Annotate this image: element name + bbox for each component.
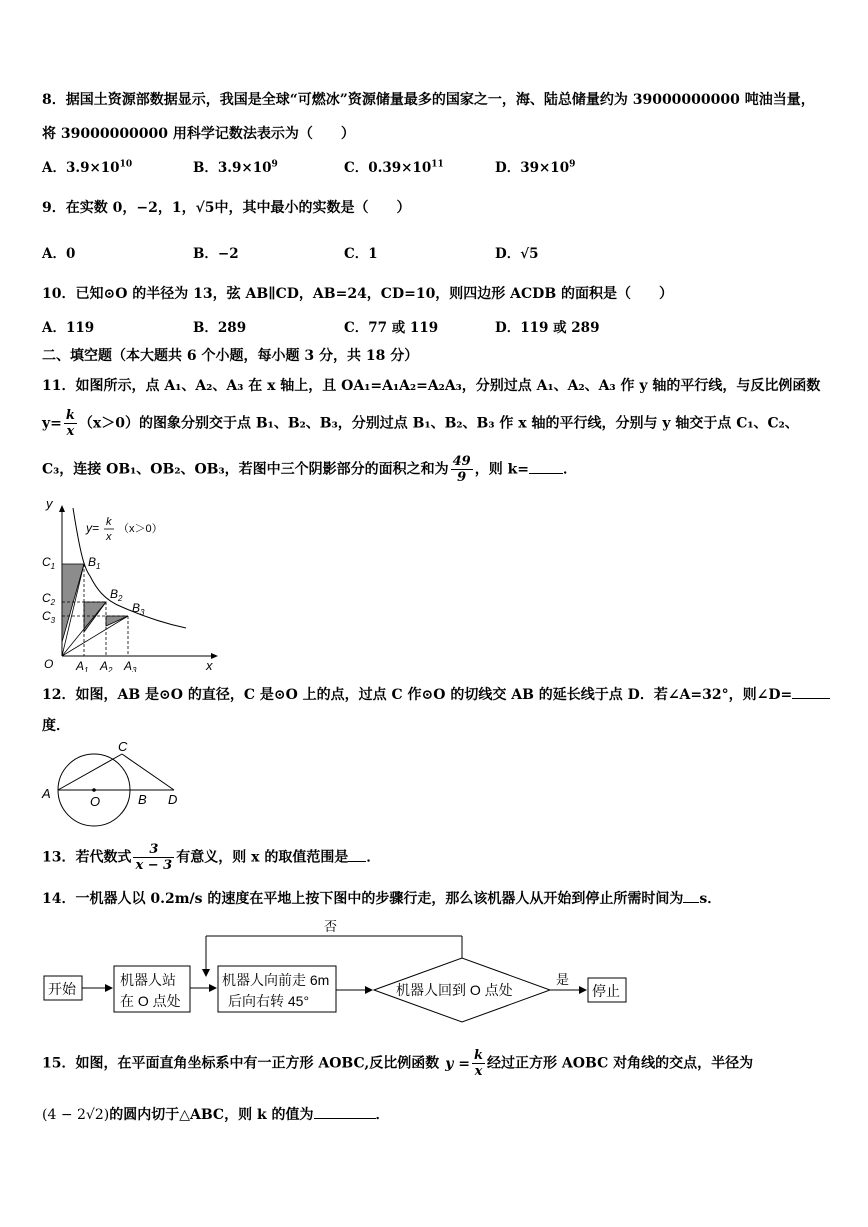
origin-label: O: [44, 657, 54, 671]
q10-option-a: A．119: [42, 320, 95, 336]
label-b1: $B_1$: [88, 555, 101, 571]
label-a1: $A_1$: [76, 659, 89, 672]
q13-line: 13．若代数式 $\frac{3}{x - 3}$ 有意义，则 x 的取值范围是 ．: [42, 842, 381, 873]
label-b3: $B_3$: [132, 601, 145, 617]
function-label-post: （x＞0）: [118, 523, 163, 535]
flow-start: 开始: [48, 981, 76, 997]
label-o: O: [90, 794, 101, 809]
flow-no-label: 否: [324, 919, 338, 934]
q10-line: 10．已知⊙O 的半径为 13，弦 AB∥CD，AB=24，CD=10，则四边形 ACDB 的面积是（ ）: [42, 286, 674, 302]
q8-option-b: B．$3.9\times 10^9$: [193, 159, 278, 176]
label-c: C: [118, 739, 128, 754]
q11-figure: [38, 492, 228, 672]
section-heading: 二、填空题（本大题共 6 个小题，每小题 3 分，共 18 分）: [42, 348, 419, 364]
q13-answer-blank: [348, 847, 366, 862]
q8-line1: 8．据国土资源部数据显示，我国是全球“可燃冰”资源储量最多的国家之一，海、陆总储量约为 39000000000 吨油当量，: [42, 92, 815, 108]
y-axis-label: y: [46, 496, 53, 511]
q11-line3: C₃，连接 OB₁、OB₂、OB₃，若图中三个阴影部分的面积之和为 $\frac{49}{9}$ ，则 k= ．: [42, 454, 578, 485]
flow-decision: 机器人回到 O 点处: [396, 982, 513, 998]
q15-line1: 15．如图，在平面直角坐标系中有一正方形 AOBC,反比例函数 y = $\frac{k}{x}$ 经过正方形 AOBC 对角线的交点，半径为: [42, 1048, 754, 1079]
label-b: B: [138, 792, 147, 807]
q9-option-b: B．−2: [193, 246, 239, 262]
q8-line2: 将 39000000000 用科学记数法表示为（ ）: [42, 126, 355, 142]
label-d: D: [168, 792, 178, 807]
flow-station-line2: 在 O 点处: [120, 993, 181, 1009]
q9-option-d: D．√5: [495, 246, 539, 262]
q9-option-a: A．0: [42, 246, 76, 262]
label-b2: $B_2$: [110, 587, 123, 603]
q9-option-c: C．1: [344, 246, 378, 262]
flow-move-line1: 机器人向前走 6m: [222, 972, 330, 988]
q12-figure: [38, 738, 188, 838]
label-c2: $C_2$: [42, 591, 56, 607]
q15-answer-blank: [314, 1104, 376, 1119]
q10-option-b: B．289: [193, 320, 247, 336]
flow-stop: 停止: [592, 983, 620, 999]
q11-line2: y= $\frac{k}{x}$ （x＞0）的图象分别交于点 B₁、B₂、B₃，分别过点 B₁、B₂、B₃ 作 x 轴的平行线，分别与 y 轴交于点 C₁、C₂、: [42, 408, 799, 439]
q12-line1: 12．如图，AB 是⊙O 的直径，C 是⊙O 上的点，过点 C 作⊙O 的切线交 AB 的延长线于点 D．若∠A=32°，则∠D=: [42, 684, 830, 705]
flow-station-line1: 机器人站: [120, 972, 176, 988]
q9-line: 9．在实数 0，−2，1，√5中，其中最小的实数是（ ）: [42, 200, 411, 216]
label-a3: $A_3$: [124, 659, 137, 672]
q8-option-d: D．$39\times 10^9$: [495, 159, 576, 176]
q14-flowchart: [38, 914, 638, 1026]
q8-option-a: A．$3.9\times 10^{10}$: [42, 159, 133, 176]
q8-option-c: C．$0.39\times 10^{11}$: [344, 159, 444, 176]
q14-answer-blank: [683, 888, 699, 903]
function-label-pre: y=: [86, 521, 100, 535]
label-a: A: [42, 786, 51, 801]
label-c1: $C_1$: [42, 555, 56, 571]
q15-line2: (4 − 2√2)的圆内切于△ABC，则 k 的值为 ．: [42, 1104, 390, 1125]
q12-line2: 度．: [42, 718, 70, 734]
q12-answer-blank: [792, 684, 830, 699]
x-axis-label: x: [206, 658, 213, 672]
q10-option-c: C．77 或 119: [344, 320, 439, 336]
label-c3: $C_3$: [42, 609, 56, 625]
q10-option-d: D．119 或 289: [495, 320, 600, 336]
q14-line: 14．一机器人以 0.2m/s 的速度在平地上按下图中的步骤行走，那么该机器人从开始到停止所需时间为 s．: [42, 888, 721, 909]
flow-move-line2: 后向右转 45°: [228, 993, 310, 1009]
flow-yes-label: 是: [556, 972, 570, 987]
label-a2: $A_2$: [100, 659, 113, 672]
function-label-num: k: [106, 516, 112, 528]
q11-answer-blank: [529, 459, 563, 474]
q11-line1: 11．如图所示，点 A₁、A₂、A₃ 在 x 轴上，且 OA₁=A₁A₂=A₂A₃，分别过点 A₁、A₂、A₃ 作 y 轴的平行线，与反比例函数: [42, 378, 821, 394]
function-label-den: x: [106, 531, 112, 543]
